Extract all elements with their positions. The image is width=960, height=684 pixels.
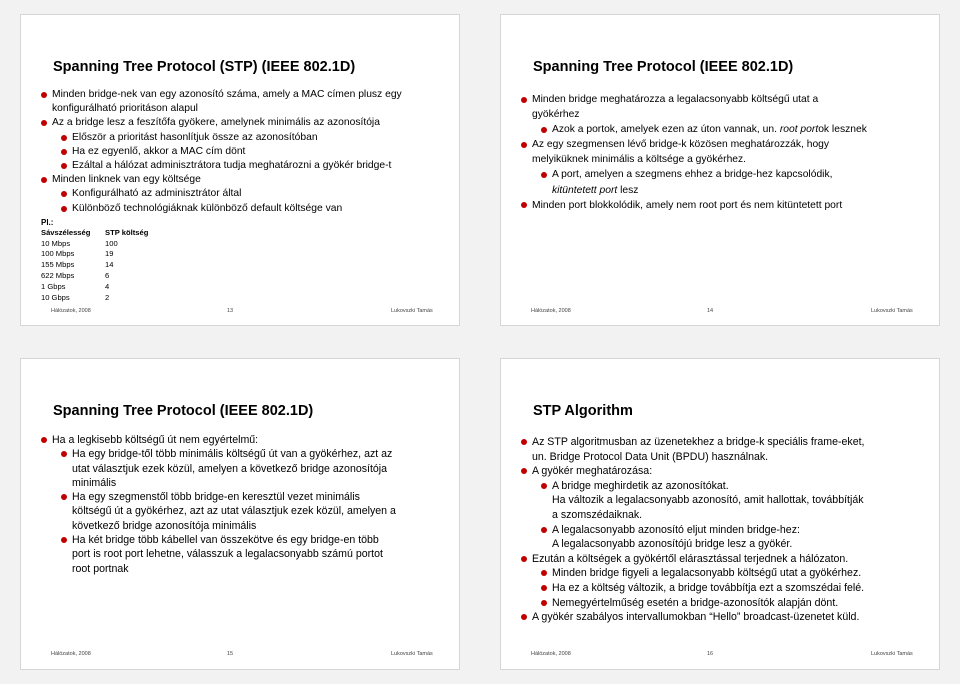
sub-bullet-item <box>541 523 929 538</box>
sub-bullet-text: Először a prioritást hasonlítjuk össze az azonosítóban <box>72 131 318 143</box>
bullet-item <box>41 433 449 447</box>
red-dot-bullet-icon <box>521 468 527 474</box>
bullet-text-continued: konfigurálható prioritáson alapul <box>52 103 198 115</box>
red-dot-bullet-icon <box>521 202 527 208</box>
slide-title: Spanning Tree Protocol (IEEE 802.1D) <box>533 59 794 75</box>
bullet-item <box>41 88 449 102</box>
red-dot-bullet-icon <box>541 585 547 591</box>
table-cell: 1 Gbps <box>41 281 66 291</box>
table-header-row <box>41 228 148 239</box>
sub-bullet-text: A port, amelyen a szegmens ehhez a bridge-hez kapcsolódik, <box>552 169 833 181</box>
footer-author: Lukovszki Tamás <box>871 308 913 314</box>
sub-bullet-item <box>61 202 449 216</box>
footer-page-number: 13 <box>227 308 234 314</box>
sub-bullet-text-continued: Ha változik a legalacsonyabb azonosító, amit hallottak, továbbítják <box>552 494 864 507</box>
red-dot-bullet-icon <box>521 142 527 148</box>
slide-13 <box>20 14 460 326</box>
footer-course: Hálózatok, 2008 <box>531 308 571 314</box>
sub-bullet-text-continued: a szomszédaiknak. <box>552 508 643 521</box>
red-dot-bullet-icon <box>521 97 527 103</box>
bullet-item <box>521 198 929 213</box>
table-label: Pl.: <box>41 217 54 227</box>
sub-bullet-item <box>61 131 449 145</box>
sub-bullet-text: Ha egy bridge-től több minimális költségű út van a gyökérhez, azt az <box>72 448 393 461</box>
red-dot-bullet-icon <box>61 537 67 543</box>
sub-bullet-text-continued: A legalacsonyabb azonosítójú bridge lesz a gyökér. <box>552 538 793 551</box>
sub-bullet-text: Ha ez a költség változik, a bridge továbbítja ezt a szomszédai felé. <box>552 581 865 594</box>
sub-bullet-item <box>541 167 929 182</box>
sub-bullet-item <box>61 187 449 201</box>
red-dot-bullet-icon <box>41 177 47 183</box>
bullet-item <box>521 435 929 450</box>
red-dot-bullet-icon <box>521 556 527 562</box>
column-header: STP költség <box>105 227 149 237</box>
red-dot-bullet-icon <box>541 483 547 489</box>
table-row <box>41 293 148 304</box>
sub-bullet-text-continued: költségű út a gyökérhez, azt az utat választjuk ezek közül, amelyen a <box>72 505 396 518</box>
bullet-item <box>521 610 929 625</box>
red-dot-bullet-icon <box>61 206 67 212</box>
slide-title: STP Algorithm <box>533 403 633 419</box>
slide-content <box>41 88 449 303</box>
footer-author: Lukovszki Tamás <box>391 308 433 314</box>
bullet-text: Ha a legkisebb költségű út nem egyértelmű: <box>52 434 259 446</box>
red-dot-bullet-icon <box>521 439 527 445</box>
red-dot-bullet-icon <box>521 614 527 620</box>
sub-bullet-text-tail: ok lesznek <box>818 124 867 136</box>
sub-bullet-text: Minden bridge figyeli a legalacsonyabb költségű utat a gyökérhez. <box>552 567 862 580</box>
sub-bullet-text-continued: root portnak <box>72 562 129 575</box>
slide-content <box>521 435 929 625</box>
sub-bullet-term: kitüntetett port <box>552 184 618 196</box>
sub-bullet-text: Ha egy szegmenstől több bridge-en keresztül vezet minimális <box>72 491 360 504</box>
sub-bullet-text: Azok a portok, amelyek ezen az úton vannak, un. <box>552 124 777 136</box>
bullet-text: Az egy szegmensen lévő bridge-k közösen meghatározzák, hogy <box>532 139 830 151</box>
bullet-text: Minden bridge meghatározza a legalacsonyabb költségű utat a <box>532 94 819 105</box>
sub-bullet-text-continued: utat választjuk ezek közül, amelyen a következő bridge azonosítója <box>72 462 388 475</box>
sub-bullet-item <box>541 122 929 137</box>
table-cell: 100 <box>105 238 118 248</box>
sub-bullet-text: A bridge meghirdetik az azonosítókat. <box>552 479 729 492</box>
table-cell: 4 <box>105 281 110 291</box>
table-cell: 6 <box>105 271 110 281</box>
table-cell: 155 Mbps <box>41 260 75 270</box>
bullet-text: A gyökér szabályos intervallumokban “Hello” broadcast-üzenetet küld. <box>532 611 860 624</box>
bullet-item <box>521 92 929 107</box>
bullet-text: Minden linknek van egy költsége <box>52 174 201 186</box>
table-row <box>41 282 148 293</box>
sub-bullet-item <box>541 581 929 596</box>
bullet-item <box>521 464 929 479</box>
bullet-text-continued: gyökérhez <box>532 109 580 121</box>
sub-bullet-item <box>541 479 929 494</box>
sub-bullet-term: root port <box>779 124 819 136</box>
bullet-item <box>521 137 929 152</box>
slide-content <box>521 92 929 213</box>
table-cell: 10 Gbps <box>41 292 70 302</box>
sub-bullet-text: Ha két bridge több kábellel van összekötve és egy bridge-en több <box>72 534 379 547</box>
table-cell: 19 <box>105 249 114 259</box>
red-dot-bullet-icon <box>61 494 67 500</box>
table-row <box>41 249 148 260</box>
table-row <box>41 260 148 271</box>
red-dot-bullet-icon <box>541 600 547 606</box>
red-dot-bullet-icon <box>41 437 47 443</box>
bullet-item <box>41 173 449 187</box>
red-dot-bullet-icon <box>41 92 47 98</box>
footer-author: Lukovszki Tamás <box>871 651 913 657</box>
sub-bullet-text-tail: lesz <box>617 184 639 196</box>
slide-title: Spanning Tree Protocol (STP) (IEEE 802.1D) <box>53 59 356 75</box>
sub-bullet-text: Különböző technológiáknak különböző default költsége van <box>72 202 343 214</box>
sub-bullet-text: Ezáltal a hálózat adminisztrátora tudja meghatározni a gyökér bridge-t <box>72 160 392 172</box>
red-dot-bullet-icon <box>61 149 67 155</box>
table-cell: 100 Mbps <box>41 249 75 259</box>
red-dot-bullet-icon <box>61 451 67 457</box>
sub-bullet-text-continued <box>521 183 929 198</box>
sub-bullet-item <box>541 566 929 581</box>
bullet-text: Minden port blokkolódik, amely nem root port és nem kitüntetett port <box>532 199 843 211</box>
bullet-item <box>521 552 929 567</box>
bullet-text: Ezután a költségek a gyökértől elárasztással terjednek a hálózaton. <box>532 552 849 565</box>
sub-bullet-text: Konfigurálható az adminisztrátor által <box>72 188 242 200</box>
red-dot-bullet-icon <box>541 527 547 533</box>
sub-bullet-item <box>61 533 449 547</box>
slide-content <box>41 433 449 576</box>
bullet-text: Az STP algoritmusban az üzenetekhez a bridge-k speciális frame-eket, <box>532 436 865 448</box>
footer-author: Lukovszki Tamás <box>391 651 433 657</box>
bullet-text: Minden bridge-nek van egy azonosító száma, amely a MAC címen plusz egy <box>52 89 402 100</box>
table-row <box>41 271 148 282</box>
cost-table <box>41 228 148 304</box>
bullet-text: A gyökér meghatározása: <box>532 465 653 478</box>
red-dot-bullet-icon <box>61 191 67 197</box>
red-dot-bullet-icon <box>41 120 47 126</box>
slide-15 <box>20 358 460 670</box>
sub-bullet-text-continued: port is root port lehetne, válasszuk a legalacsonyabb számú portot <box>72 548 383 561</box>
table-row <box>41 239 148 250</box>
sub-bullet-item <box>61 447 449 461</box>
table-cell: 14 <box>105 260 114 270</box>
footer-page-number: 15 <box>227 651 234 657</box>
sub-bullet-text-continued: minimális <box>72 476 117 489</box>
sub-bullet-text: A legalacsonyabb azonosító eljut minden bridge-hez: <box>552 523 800 536</box>
bullet-text: Az a bridge lesz a feszítőfa gyökere, amelynek minimális az azonosítója <box>52 117 380 129</box>
red-dot-bullet-icon <box>541 172 547 178</box>
bullet-text-continued: un. Bridge Protocol Data Unit (BPDU) használnak. <box>532 450 769 463</box>
slide-title: Spanning Tree Protocol (IEEE 802.1D) <box>53 403 314 419</box>
footer-course: Hálózatok, 2008 <box>51 308 91 314</box>
sub-bullet-text: Ha ez egyenlő, akkor a MAC cím dönt <box>72 145 246 157</box>
red-dot-bullet-icon <box>61 163 67 169</box>
slide-14 <box>500 14 940 326</box>
bullet-item <box>41 116 449 130</box>
red-dot-bullet-icon <box>541 127 547 133</box>
footer-course: Hálózatok, 2008 <box>51 651 91 657</box>
red-dot-bullet-icon <box>541 570 547 576</box>
sub-bullet-text-continued: következő bridge azonosítója minimális <box>72 519 257 532</box>
column-header: Sávszélesség <box>41 227 91 237</box>
sub-bullet-item <box>61 490 449 504</box>
table-cell: 622 Mbps <box>41 271 75 281</box>
table-cell: 2 <box>105 292 110 302</box>
table-cell: 10 Mbps <box>41 238 71 248</box>
footer-course: Hálózatok, 2008 <box>531 651 571 657</box>
sub-bullet-item <box>541 596 929 611</box>
footer-page-number: 14 <box>707 308 714 314</box>
footer-page-number: 16 <box>707 651 714 657</box>
sub-bullet-item <box>61 145 449 159</box>
sub-bullet-item <box>61 159 449 173</box>
bullet-text-continued: melyiküknek minimális a költsége a gyökérhez. <box>532 154 747 166</box>
slide-16 <box>500 358 940 670</box>
red-dot-bullet-icon <box>61 135 67 141</box>
sub-bullet-text: Nemegyértelműség esetén a bridge-azonosítók alapján dönt. <box>552 596 839 609</box>
